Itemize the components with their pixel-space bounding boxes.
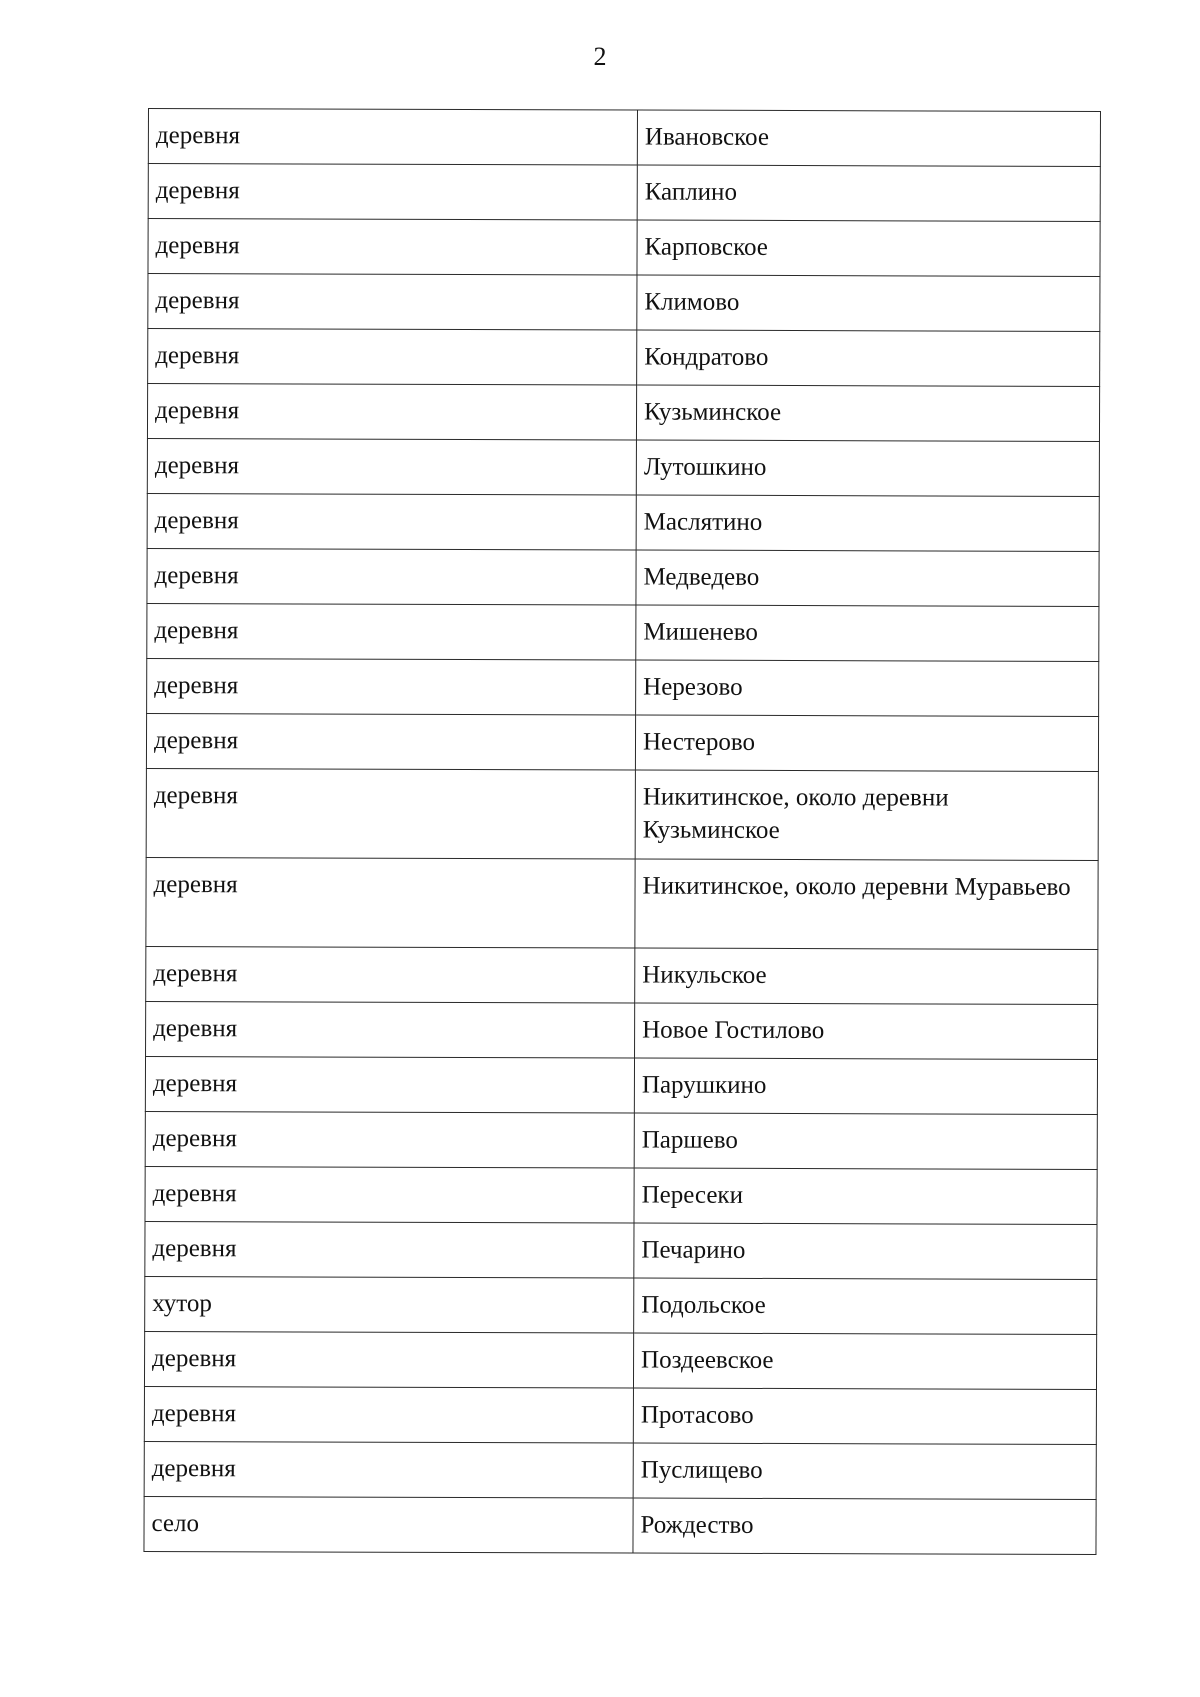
settlement-name-cell: Протасово (633, 1388, 1096, 1444)
table-row (146, 946, 1098, 1004)
settlement-name-cell: Мишенево (636, 605, 1099, 661)
table-row (145, 1276, 1097, 1334)
settlement-name-cell: Климово (637, 275, 1100, 331)
table-row (146, 713, 1098, 771)
settlement-type-cell: деревня (146, 946, 635, 1003)
settlement-name-cell: Паршево (634, 1113, 1097, 1169)
table-row (147, 658, 1099, 716)
table-row (146, 1001, 1098, 1059)
table-row (145, 1056, 1097, 1114)
settlement-name-cell: Печарино (634, 1223, 1097, 1279)
table-row (148, 109, 1100, 167)
settlement-type-cell: хутор (145, 1276, 634, 1333)
settlement-type-cell: деревня (146, 857, 635, 948)
settlement-type-cell: деревня (148, 274, 637, 331)
settlement-name-cell: Никитинское, около деревни Кузьминское (635, 770, 1098, 860)
table-row (145, 1166, 1097, 1224)
settlement-type-cell: деревня (145, 1056, 634, 1113)
table-row (144, 1331, 1096, 1389)
settlement-name-cell: Карповское (637, 220, 1100, 276)
settlement-name-cell: Никульское (635, 948, 1098, 1004)
settlement-type-cell: деревня (148, 219, 637, 276)
settlement-name-cell: Пуслищево (633, 1443, 1096, 1499)
settlement-type-cell: деревня (144, 1331, 633, 1388)
table-row (144, 1496, 1096, 1554)
settlement-type-cell: деревня (146, 768, 635, 859)
settlement-name-cell: Маслятино (636, 495, 1099, 551)
table-row (144, 1386, 1096, 1444)
table-row (148, 164, 1100, 222)
settlement-name-cell: Медведево (636, 550, 1099, 606)
settlement-type-cell: деревня (146, 713, 635, 770)
table-row (148, 274, 1100, 332)
settlement-type-cell: деревня (146, 1001, 635, 1058)
settlement-name-cell: Каплино (637, 165, 1100, 221)
settlement-type-cell: деревня (144, 1386, 633, 1443)
settlement-type-cell: деревня (148, 109, 637, 166)
settlement-name-cell: Поздеевское (633, 1333, 1096, 1389)
settlement-type-cell: деревня (147, 548, 636, 605)
page-number: 2 (593, 42, 607, 71)
settlement-type-cell: деревня (148, 164, 637, 221)
settlement-name-cell: Подольское (634, 1278, 1097, 1334)
table-row (147, 384, 1099, 442)
table-row (146, 768, 1098, 860)
table-row (147, 438, 1099, 496)
settlement-type-cell: деревня (147, 658, 636, 715)
table-row (148, 329, 1100, 387)
settlement-name-cell: Нестерово (635, 715, 1098, 771)
table-row (146, 857, 1098, 949)
settlement-name-cell: Пересеки (634, 1168, 1097, 1224)
settlement-name-cell: Никитинское, около деревни Муравьево (635, 859, 1098, 949)
settlement-type-cell: деревня (148, 329, 637, 386)
settlement-name-cell: Парушкино (634, 1058, 1097, 1114)
table-row (145, 1221, 1097, 1279)
table-row (147, 493, 1099, 551)
table-row (145, 1111, 1097, 1169)
settlement-name-cell: Лутошкино (636, 440, 1099, 496)
table-row (147, 603, 1099, 661)
settlement-type-cell: деревня (147, 493, 636, 550)
table-row (144, 1441, 1096, 1499)
settlement-name-cell: Ивановское (637, 110, 1100, 166)
table-row (147, 548, 1099, 606)
settlement-name-cell: Новое Гостилово (635, 1003, 1098, 1059)
settlement-type-cell: деревня (145, 1111, 634, 1168)
settlement-name-cell: Рождество (633, 1498, 1096, 1554)
settlement-name-cell: Кузьминское (636, 385, 1099, 441)
settlement-name-cell: Кондратово (637, 330, 1100, 386)
settlement-type-cell: деревня (145, 1166, 634, 1223)
settlement-name-cell: Нерезово (636, 660, 1099, 716)
table-row (148, 219, 1100, 277)
settlement-type-cell: деревня (147, 603, 636, 660)
settlements-table (143, 108, 1101, 1555)
settlement-type-cell: деревня (144, 1441, 633, 1498)
settlement-type-cell: деревня (147, 438, 636, 495)
settlement-type-cell: деревня (147, 384, 636, 441)
settlement-type-cell: село (144, 1496, 633, 1553)
settlement-type-cell: деревня (145, 1221, 634, 1278)
